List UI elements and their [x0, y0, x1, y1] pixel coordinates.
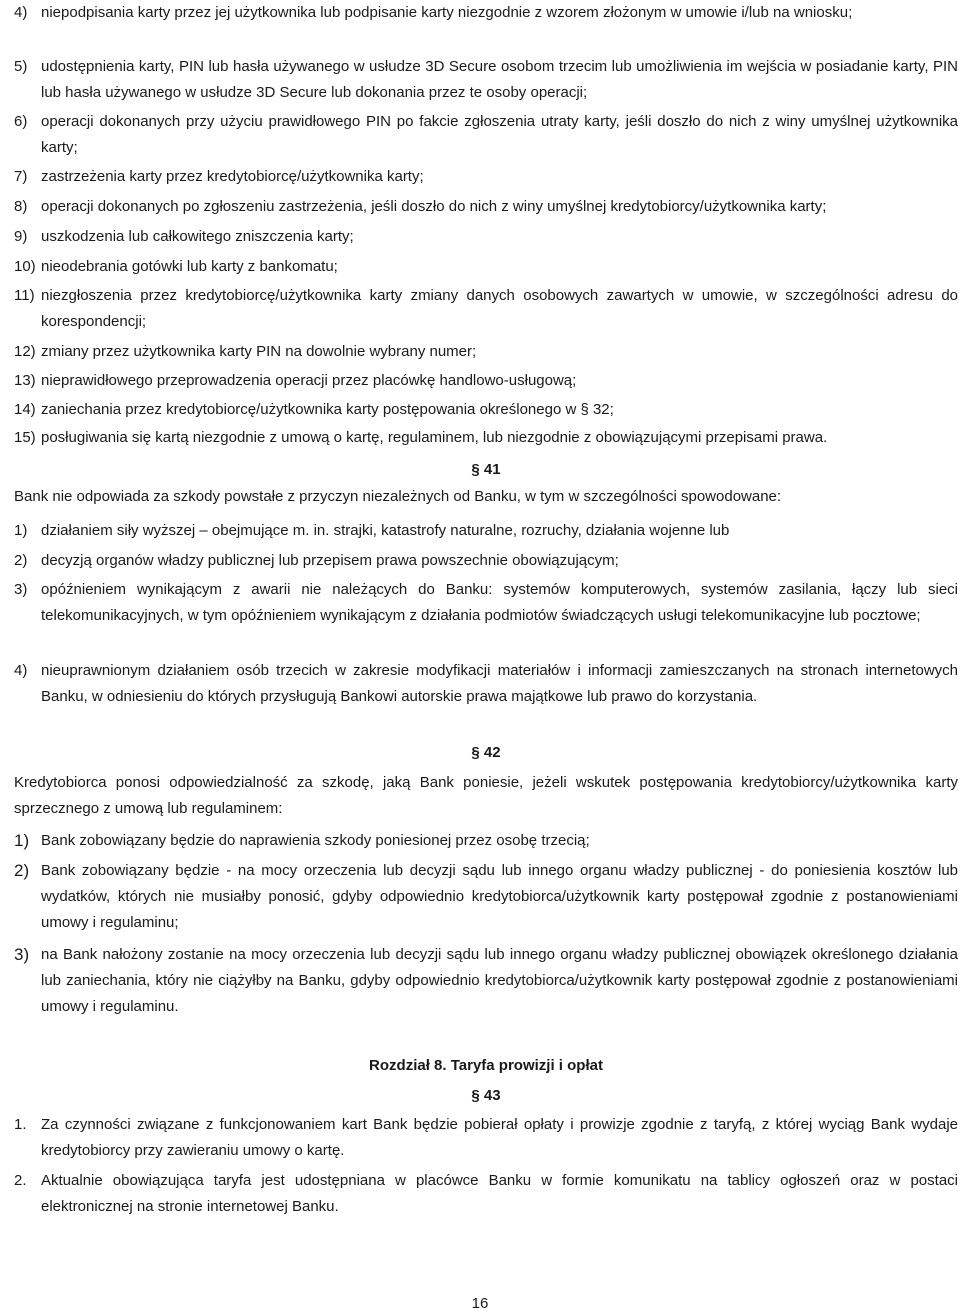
item-text: Za czynności związane z funkcjonowaniem kart Bank będzie pobierał opłaty i prowizje zgodnie z taryfą, z której wyciąg Bank wydaje kredytobiorcy przy zawieraniu umowy o kartę. — [41, 1116, 958, 1159]
list-item — [14, 254, 958, 280]
item-text: operacji dokonanych po zgłoszeniu zastrzeżenia, jeśli doszło do nich z winy umyślnej kredytobiorcy/użytkownika karty; — [41, 198, 827, 215]
list-item — [14, 109, 958, 161]
list-item — [14, 283, 958, 335]
item-number: 5) — [14, 58, 28, 75]
page-number: 16 — [471, 1295, 489, 1312]
item-text: zmiany przez użytkownika karty PIN na dowolnie wybrany numer; — [41, 343, 477, 360]
item-text: niepodpisania karty przez jej użytkownika lub podpisanie karty niezgodnie z wzorem złożonym w umowie i/lub na wniosku; — [41, 4, 853, 21]
item-text: działaniem siły wyższej – obejmujące m. in. strajki, katastrofy naturalne, rozruchy, działania wojenne lub — [41, 522, 730, 539]
item-number: 2) — [14, 861, 30, 880]
item-text: posługiwania się kartą niezgodnie z umową o kartę, regulaminem, lub niezgodnie z obowiązującymi przepisami prawa. — [41, 429, 828, 446]
list-item — [14, 224, 958, 250]
item-text: zastrzeżenia karty przez kredytobiorcę/użytkownika karty; — [41, 168, 424, 185]
item-text: na Bank nałożony zostanie na mocy orzeczenia lub decyzji sądu lub innego organu władzy publicznej obowiązek określonego działania lub zaniechania, który nie ciążyłby na Banku, gdyby odpowiednio kredytobiorca/użytkownik karty postępował zgodnie z postanowieniami umowy i regulaminu. — [41, 946, 958, 1015]
item-number: 3) — [14, 945, 30, 964]
list-item — [14, 577, 958, 629]
item-number: 2. — [14, 1172, 27, 1189]
list-item — [14, 1168, 958, 1220]
item-text: uszkodzenia lub całkowitego zniszczenia karty; — [41, 228, 354, 245]
item-number: 13) — [14, 372, 36, 389]
item-text: Aktualnie obowiązująca taryfa jest udostępniana w placówce Banku w formie komunikatu na tablicy ogłoszeń oraz w postaci elektronicznej na stronie internetowej Banku. — [41, 1172, 958, 1215]
item-text: nieprawidłowego przeprowadzenia operacji przez placówkę handlowo-usługową; — [41, 372, 577, 389]
list-item — [14, 828, 958, 854]
list-item — [14, 425, 958, 451]
list-item — [14, 1112, 958, 1164]
item-text: Bank zobowiązany będzie do naprawienia szkody poniesionej przez osobę trzecią; — [41, 832, 590, 849]
item-number: 2) — [14, 552, 28, 569]
item-number: 7) — [14, 168, 28, 185]
item-number: 4) — [14, 4, 28, 21]
item-text: Bank zobowiązany będzie - na mocy orzeczenia lub decyzji sądu lub innego organu władzy publicznej - do poniesienia kosztów lub wydatków, których nie musiałby ponosić, gdyby odpowiednio kredytobiorca/użytkownik karty postępował zgodnie z postanowieniami umowy i regulaminu; — [41, 862, 958, 931]
item-number: 11) — [14, 287, 35, 304]
chapter-title: Rozdział 8. Taryfa prowizji i opłat — [369, 1057, 603, 1074]
item-text: nieuprawnionym działaniem osób trzecich w zakresie modyfikacji materiałów i informacji zamieszczanych na stronach internetowych Banku, w odniesieniu do których przysługują Bankowi autorskie prawa majątkowe lub prawo do korzystania. — [41, 662, 958, 705]
item-number: 12) — [14, 343, 36, 360]
section-42-intro: Kredytobiorca ponosi odpowiedzialność za szkodę, jaką Bank poniesie, jeżeli wskutek postępowania kredytobiorcy/użytkownika karty sprzecznego z umową lub regulaminem: — [14, 774, 958, 817]
item-number: 1. — [14, 1116, 27, 1133]
list-item — [14, 397, 958, 423]
list-a — [14, 0, 958, 446]
item-number: 3) — [14, 581, 28, 598]
item-number: 10) — [14, 258, 36, 275]
list-item — [14, 858, 958, 936]
list-item — [14, 54, 958, 106]
item-text: zaniechania przez kredytobiorcę/użytkownika karty postępowania określonego w § 32; — [41, 401, 614, 418]
item-text: niezgłoszenia przez kredytobiorcę/użytkownika karty zmiany danych osobowych zawartych w umowie, w szczególności adresu do korespondencji; — [41, 287, 958, 330]
item-number: 6) — [14, 113, 28, 130]
list-item — [14, 942, 958, 1020]
item-number: 15) — [14, 429, 36, 446]
item-number: 4) — [14, 662, 28, 679]
item-text: decyzją organów władzy publicznej lub przepisem prawa powszechnie obowiązującym; — [41, 552, 619, 569]
item-text: nieodebrania gotówki lub karty z bankomatu; — [41, 258, 338, 275]
item-text: operacji dokonanych przy użyciu prawidłowego PIN po fakcie zgłoszenia utraty karty, jeśli doszło do nich z winy umyślnej użytkownika karty; — [41, 113, 958, 156]
list-item — [14, 0, 958, 52]
item-number: 9) — [14, 228, 28, 245]
list-item — [14, 194, 958, 220]
list-item — [14, 339, 958, 365]
list-item — [14, 368, 958, 394]
list-item — [14, 164, 958, 190]
item-number: 1) — [14, 831, 30, 850]
list-item — [14, 658, 958, 710]
item-text: udostępnienia karty, PIN lub hasła używanego w usłudze 3D Secure osobom trzecim lub umożliwienia im wejścia w posiadanie karty, PIN lub hasła używanego w usłudze 3D Secure lub dokonania przez te osoby operacji; — [41, 58, 958, 101]
section-41-intro: Bank nie odpowiada za szkody powstałe z przyczyn niezależnych od Banku, w tym w szczególności spowodowane: — [14, 488, 782, 505]
list-item — [14, 518, 958, 544]
item-number: 14) — [14, 401, 36, 418]
item-number: 8) — [14, 198, 28, 215]
section-heading-41: § 41 — [471, 461, 501, 478]
list-item — [14, 548, 958, 574]
section-heading-42: § 42 — [471, 744, 501, 761]
item-text: opóźnieniem wynikającym z awarii nie należących do Banku: systemów komputerowych, systemów zasilania, łączy lub sieci telekomunikacyjnych, w tym opóźnieniem wynikającym z działania podmiotów świadczących usługi telekomunikacyjne lub pocztowe; — [41, 581, 958, 624]
item-number: 1) — [14, 522, 28, 539]
section-heading-43: § 43 — [471, 1087, 501, 1104]
